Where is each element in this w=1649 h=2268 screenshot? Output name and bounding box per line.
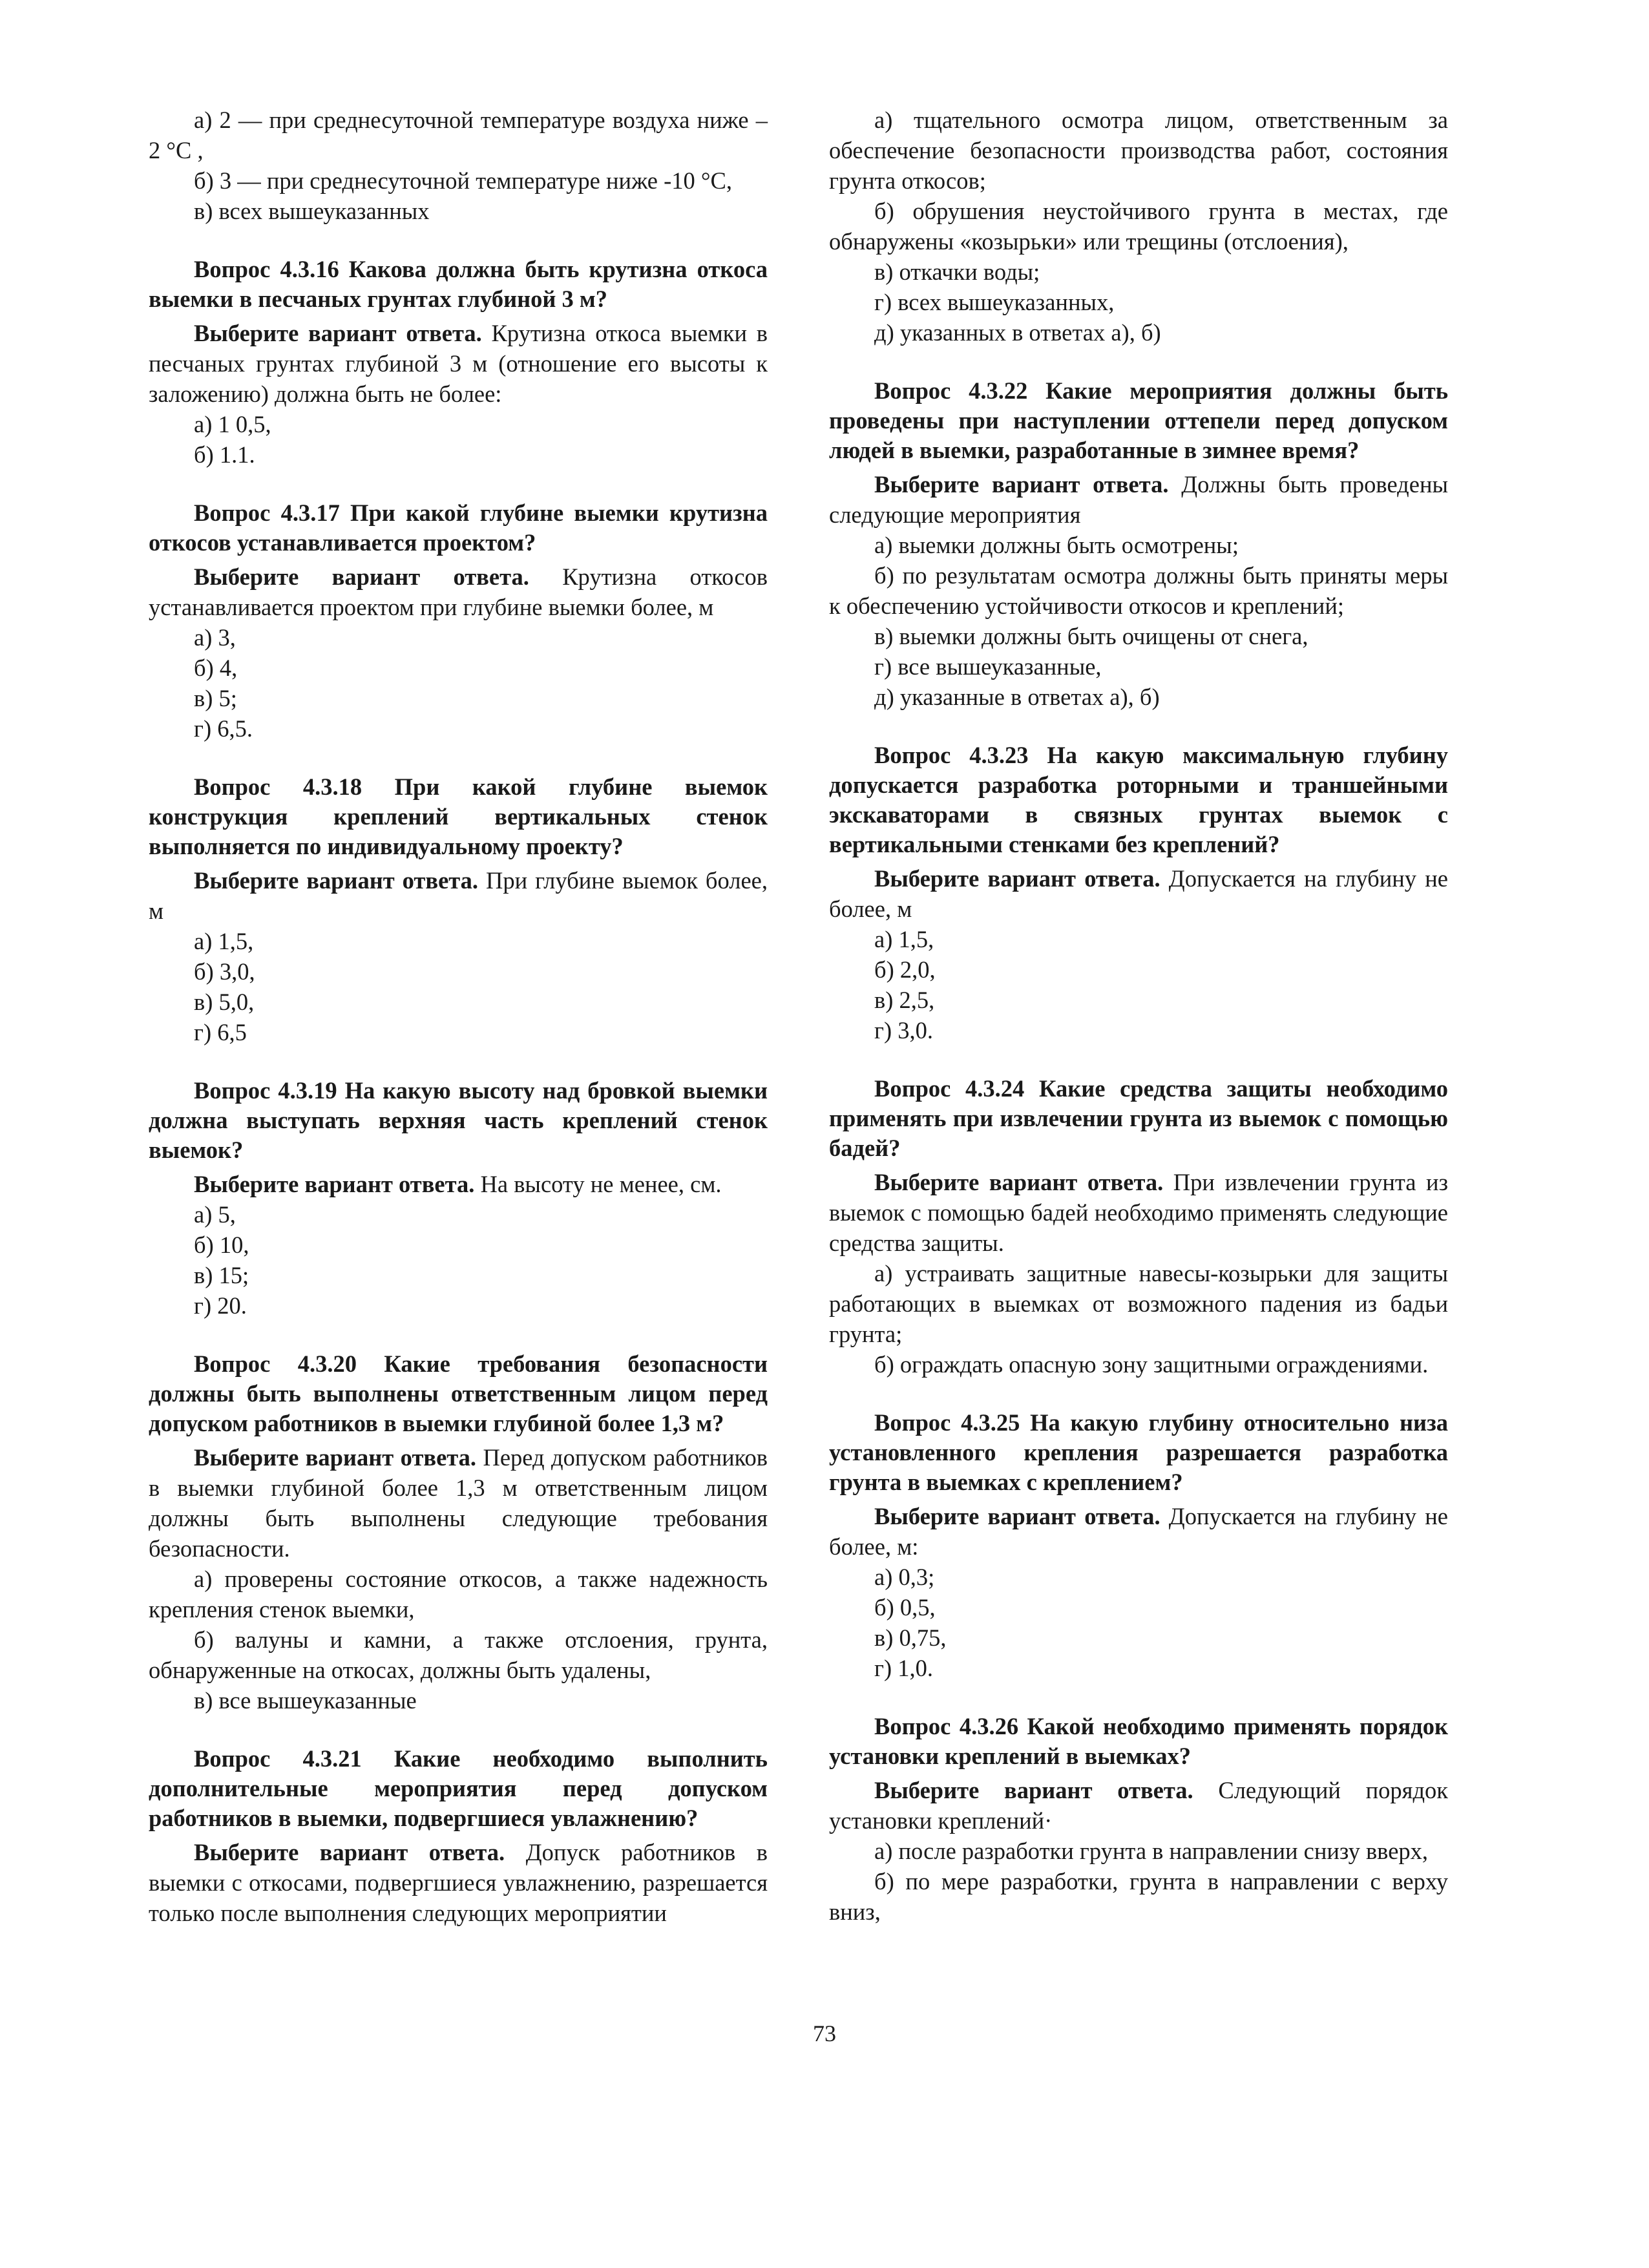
left-column <box>149 105 768 1937</box>
answer-prompt <box>829 1501 1448 1562</box>
answer-option: а) проверены состояние откосов, а также надежность крепления стенок выемки, <box>149 1566 768 1622</box>
question-4-3-17 <box>149 498 768 744</box>
question-4-3-24 <box>829 1074 1448 1380</box>
answer-prompt <box>149 318 768 409</box>
answer-option: г) 6,5. <box>194 715 253 742</box>
answer-lead: Выберите вариант ответа. <box>194 563 529 590</box>
question-4-3-25 <box>829 1408 1448 1683</box>
answer-prompt <box>829 469 1448 530</box>
answer-option: а) после разработки грунта в направлении снизу вверх, <box>874 1838 1429 1864</box>
question-title: Вопрос 4.3.24 Какие средства защиты необходимо применять при извлечении грунта из выемок с помощью бадей? <box>829 1075 1448 1161</box>
question-title: Вопрос 4.3.16 Какова должна быть крутизна откоса выемки в песчаных грунтах глубиной 3 м? <box>149 256 768 312</box>
answer-lead: Выберите вариант ответа. <box>194 1171 475 1197</box>
answer-option: б) по мере разработки, грунта в направлении с верху вниз, <box>829 1868 1448 1925</box>
answer-lead: Выберите вариант ответа. <box>194 320 482 346</box>
answer-lead: Выберите вариант ответа. <box>194 1444 477 1471</box>
answer-option: а) 1,5, <box>874 926 934 952</box>
answer-option: г) 6,5 <box>194 1019 247 1045</box>
answer-option: в) 5; <box>194 685 237 711</box>
continued-option: д) указанных в ответах а), б) <box>874 319 1161 346</box>
answer-option: в) 5,0, <box>194 989 255 1015</box>
continued-option: г) всех вышеуказанных, <box>874 289 1115 315</box>
question-title: Вопрос 4.3.21 Какие необходимо выполнить дополнительные мероприятия перед допуском работников в выемки, подвергшиеся увлажнению? <box>149 1745 768 1831</box>
answer-prompt <box>149 1169 768 1199</box>
question-4-3-22 <box>829 376 1448 712</box>
answer-text: При извлечении грунта из выемок с помощью бадей необходимо применять следующие средства защиты. <box>829 1169 1448 1256</box>
question-4-3-20 <box>149 1349 768 1716</box>
answer-option: в) выемки должны быть очищены от снега, <box>874 623 1308 649</box>
question-4-3-18 <box>149 772 768 1047</box>
question-title: Вопрос 4.3.23 На какую максимальную глубину допускается разработка роторными и траншейными экскаваторами в связных грунтах выемок с вертикальными стенками без креплений? <box>829 742 1448 857</box>
question-4-3-21 <box>149 1744 768 1928</box>
answer-option: г) 1,0. <box>874 1655 934 1681</box>
answer-option: в) 0,75, <box>874 1624 947 1651</box>
answer-lead: Выберите вариант ответа. <box>874 1777 1193 1803</box>
answer-option: б) 3,0, <box>194 958 255 985</box>
answer-text: Допуск работников в выемки с откосами, подвергшиеся увлажнению, разрешается только после выполнения следующих мероприятии <box>149 1839 768 1926</box>
right-column <box>829 105 1448 1936</box>
answer-option: г) 20. <box>194 1292 247 1319</box>
answer-text: Крутизна откоса выемки в песчаных грунтах глубиной 3 м (отношение его высоты к заложению) должна быть не более: <box>149 320 768 407</box>
answer-lead: Выберите вариант ответа. <box>194 867 479 894</box>
answer-lead: Выберите вариант ответа. <box>874 471 1169 498</box>
answer-text: Должны быть проведены следующие мероприятия <box>829 471 1448 528</box>
answer-prompt <box>149 562 768 622</box>
answer-option: а) 1,5, <box>194 928 254 954</box>
answer-text: Допускается на глубину не более, м: <box>829 1503 1448 1560</box>
question-title: Вопрос 4.3.18 При какой глубине выемок конструкция креплений вертикальных стенок выполняется по индивидуальному проекту? <box>149 773 768 859</box>
answer-text: Крутизна откосов устанавливается проектом при глубине выемки более, м <box>149 563 768 620</box>
answer-lead: Выберите вариант ответа. <box>194 1839 505 1865</box>
answer-option: в) 15; <box>194 1262 249 1288</box>
continued-option: в) откачки воды; <box>874 258 1040 285</box>
answer-option: г) 3,0. <box>874 1017 934 1044</box>
answer-option: а) 1 0,5, <box>194 411 271 437</box>
answer-lead: Выберите вариант ответа. <box>874 1169 1164 1195</box>
question-title: Вопрос 4.3.20 Какие требования безопасности должны быть выполнены ответственным лицом перед допуском работников в выемки глубиной более 1,3 м? <box>149 1350 768 1436</box>
question-title: Вопрос 4.3.25 На какую глубину относительно низа установленного крепления разрешается разработка грунта в выемках с креплением? <box>829 1409 1448 1495</box>
answer-text: Следующий порядок установки креплений· <box>829 1777 1448 1834</box>
answer-option: в) 2,5, <box>874 987 935 1013</box>
answer-text: Перед допуском работников в выемки глубиной более 1,3 м ответственным лицом должны быть выполнены следующие требования безопасности. <box>149 1444 768 1562</box>
answer-option: б) 10, <box>194 1232 249 1258</box>
continued-option: в) всех вышеуказанных <box>194 198 430 224</box>
answer-prompt <box>149 1442 768 1564</box>
question-title: Вопрос 4.3.26 Какой необходимо применять порядок установки креплений в выемках? <box>829 1713 1448 1769</box>
answer-option: а) 3, <box>194 624 236 651</box>
answer-option: б) ограждать опасную зону защитными ограждениями. <box>874 1351 1429 1378</box>
answer-lead: Выберите вариант ответа. <box>874 865 1161 892</box>
answer-option: а) 0,3; <box>874 1564 935 1590</box>
continued-option: а) 2 — при среднесуточной температуре воздуха ниже –2 °С , <box>149 107 768 163</box>
answer-prompt <box>149 865 768 926</box>
page-number: 73 <box>813 2021 836 2046</box>
question-4-3-23 <box>829 740 1448 1045</box>
question-title: Вопрос 4.3.19 На какую высоту над бровкой выемки должна выступать верхняя часть креплений стенок выемок? <box>149 1077 768 1163</box>
answer-lead: Выберите вариант ответа. <box>874 1503 1161 1529</box>
answer-option: а) устраивать защитные навесы-козырьки для защиты работающих в выемках от возможного падения из бадьи грунта; <box>829 1260 1448 1347</box>
answer-text: На высоту не менее, см. <box>480 1171 722 1197</box>
answer-option: б) 2,0, <box>874 956 936 983</box>
answer-option: а) 5, <box>194 1201 236 1228</box>
answer-option: д) указанные в ответах а), б) <box>874 684 1160 710</box>
answer-option: б) валуны и камни, а также отслоения, грунта, обнаруженные на откосах, должны быть удалены, <box>149 1626 768 1683</box>
answer-option: в) все вышеуказанные <box>194 1687 417 1714</box>
question-4-3-19 <box>149 1076 768 1321</box>
answer-option: б) 4, <box>194 655 238 681</box>
answer-prompt <box>149 1837 768 1928</box>
question-4-3-26 <box>829 1712 1448 1927</box>
answer-prompt <box>829 1167 1448 1258</box>
question-title: Вопрос 4.3.22 Какие мероприятия должны быть проведены при наступлении оттепели перед допуском людей в выемки, разработанные в зимнее время? <box>829 377 1448 463</box>
question-4-3-16 <box>149 255 768 470</box>
answer-prompt <box>829 1775 1448 1836</box>
answer-option: а) выемки должны быть осмотрены; <box>874 532 1239 558</box>
continued-option: б) обрушения неустойчивого грунта в местах, где обнаружены «козырьки» или трещины (отслоения), <box>829 198 1448 255</box>
continued-option: а) тщательного осмотра лицом, ответственным за обеспечение безопасности производства работ, состояния грунта откосов; <box>829 107 1448 194</box>
answer-text: При глубине выемок более, м <box>149 867 768 924</box>
continued-option: б) 3 — при среднесуточной температуре ниже -10 °С, <box>194 167 732 194</box>
answer-option: б) 1.1. <box>194 441 255 468</box>
answer-option: г) все вышеуказанные, <box>874 653 1102 680</box>
answer-option: б) по результатам осмотра должны быть приняты меры к обеспечению устойчивости откосов и креплений; <box>829 562 1448 619</box>
answer-option: б) 0,5, <box>874 1594 936 1621</box>
question-title: Вопрос 4.3.17 При какой глубине выемки крутизна откосов устанавливается проектом? <box>149 499 768 556</box>
answer-prompt <box>829 863 1448 924</box>
answer-text: Допускается на глубину не более, м <box>829 865 1448 922</box>
